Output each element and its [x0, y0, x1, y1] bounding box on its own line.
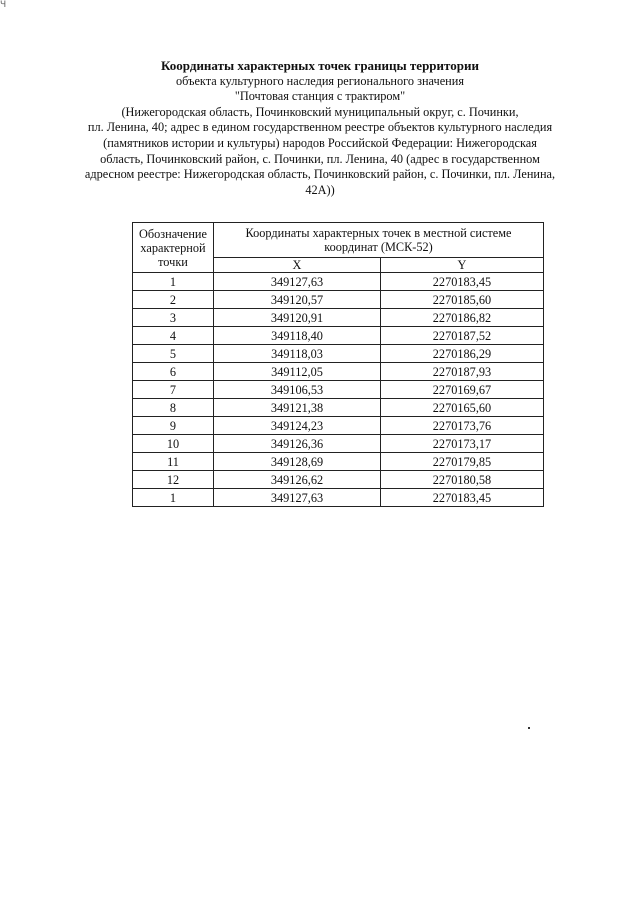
x-cell: 349118,03	[214, 345, 381, 363]
scan-speck	[528, 727, 530, 729]
table-row	[133, 309, 544, 327]
x-cell: 349118,40	[214, 327, 381, 345]
x-cell: 349126,62	[214, 471, 381, 489]
point-cell: 11	[133, 453, 214, 471]
point-cell: 1	[133, 489, 214, 507]
point-cell: 8	[133, 399, 214, 417]
y-cell: 2270186,82	[381, 309, 544, 327]
y-cell: 2270183,45	[381, 273, 544, 291]
table-row	[133, 435, 544, 453]
table-row	[133, 399, 544, 417]
table-row	[133, 273, 544, 291]
table-row	[133, 453, 544, 471]
point-cell: 9	[133, 417, 214, 435]
table-row	[133, 417, 544, 435]
x-cell: 349112,05	[214, 363, 381, 381]
y-cell: 2270179,85	[381, 453, 544, 471]
table-row	[133, 363, 544, 381]
coordinates-table	[132, 222, 544, 507]
x-cell: 349106,53	[214, 381, 381, 399]
heading-line: область, Починковский район, с. Починки, пл. Ленина, 40 (адрес в государственном	[100, 151, 540, 166]
y-cell: 2270169,67	[381, 381, 544, 399]
point-cell: 2	[133, 291, 214, 309]
heading-line: адресном реестре: Нижегородская область, Починковский район, с. Починки, пл. Ленина,	[84, 167, 556, 182]
y-column-header: Y	[381, 258, 544, 273]
x-cell: 349120,91	[214, 309, 381, 327]
y-cell: 2270186,29	[381, 345, 544, 363]
y-cell: 2270165,60	[381, 399, 544, 417]
y-cell: 2270187,93	[381, 363, 544, 381]
x-cell: 349126,36	[214, 435, 381, 453]
x-column-header: X	[214, 258, 381, 273]
table-row	[133, 489, 544, 507]
heading-line: (Нижегородская область, Починковский муниципальный округ, с. Починки,	[121, 104, 519, 119]
heading-line: объекта культурного наследия регионального значения	[176, 73, 464, 88]
y-cell: 2270185,60	[381, 291, 544, 309]
x-cell: 349128,69	[214, 453, 381, 471]
y-cell: 2270183,45	[381, 489, 544, 507]
point-cell: 6	[133, 363, 214, 381]
x-cell: 349121,38	[214, 399, 381, 417]
table-row	[133, 471, 544, 489]
y-cell: 2270187,52	[381, 327, 544, 345]
table-row	[133, 381, 544, 399]
table-row	[133, 327, 544, 345]
point-cell: 12	[133, 471, 214, 489]
point-cell: 3	[133, 309, 214, 327]
document-title: Координаты характерных точек границы территории	[161, 58, 479, 73]
x-cell: 349127,63	[214, 489, 381, 507]
y-cell: 2270180,58	[381, 471, 544, 489]
table-row	[133, 345, 544, 363]
heading-line: "Почтовая станция с трактиром"	[234, 89, 406, 104]
point-cell: 1	[133, 273, 214, 291]
y-cell: 2270173,17	[381, 435, 544, 453]
coordinates-column-header: Координаты характерных точек в местной системе координат (МСК-52)	[214, 223, 544, 258]
document-heading	[40, 58, 600, 198]
x-cell: 349127,63	[214, 273, 381, 291]
point-cell: 5	[133, 345, 214, 363]
table-row	[133, 291, 544, 309]
point-cell: 7	[133, 381, 214, 399]
y-cell: 2270173,76	[381, 417, 544, 435]
heading-line: 42А))	[305, 182, 335, 197]
corner-mark: Ч	[0, 0, 7, 10]
heading-line: (памятников истории и культуры) народов Российской Федерации: Нижегородская	[103, 135, 537, 150]
x-cell: 349124,23	[214, 417, 381, 435]
point-cell: 10	[133, 435, 214, 453]
point-column-header: Обозначение характерной точки	[133, 223, 214, 273]
x-cell: 349120,57	[214, 291, 381, 309]
heading-line: пл. Ленина, 40; адрес в едином государственном реестре объектов культурного наследия	[87, 120, 553, 135]
point-cell: 4	[133, 327, 214, 345]
